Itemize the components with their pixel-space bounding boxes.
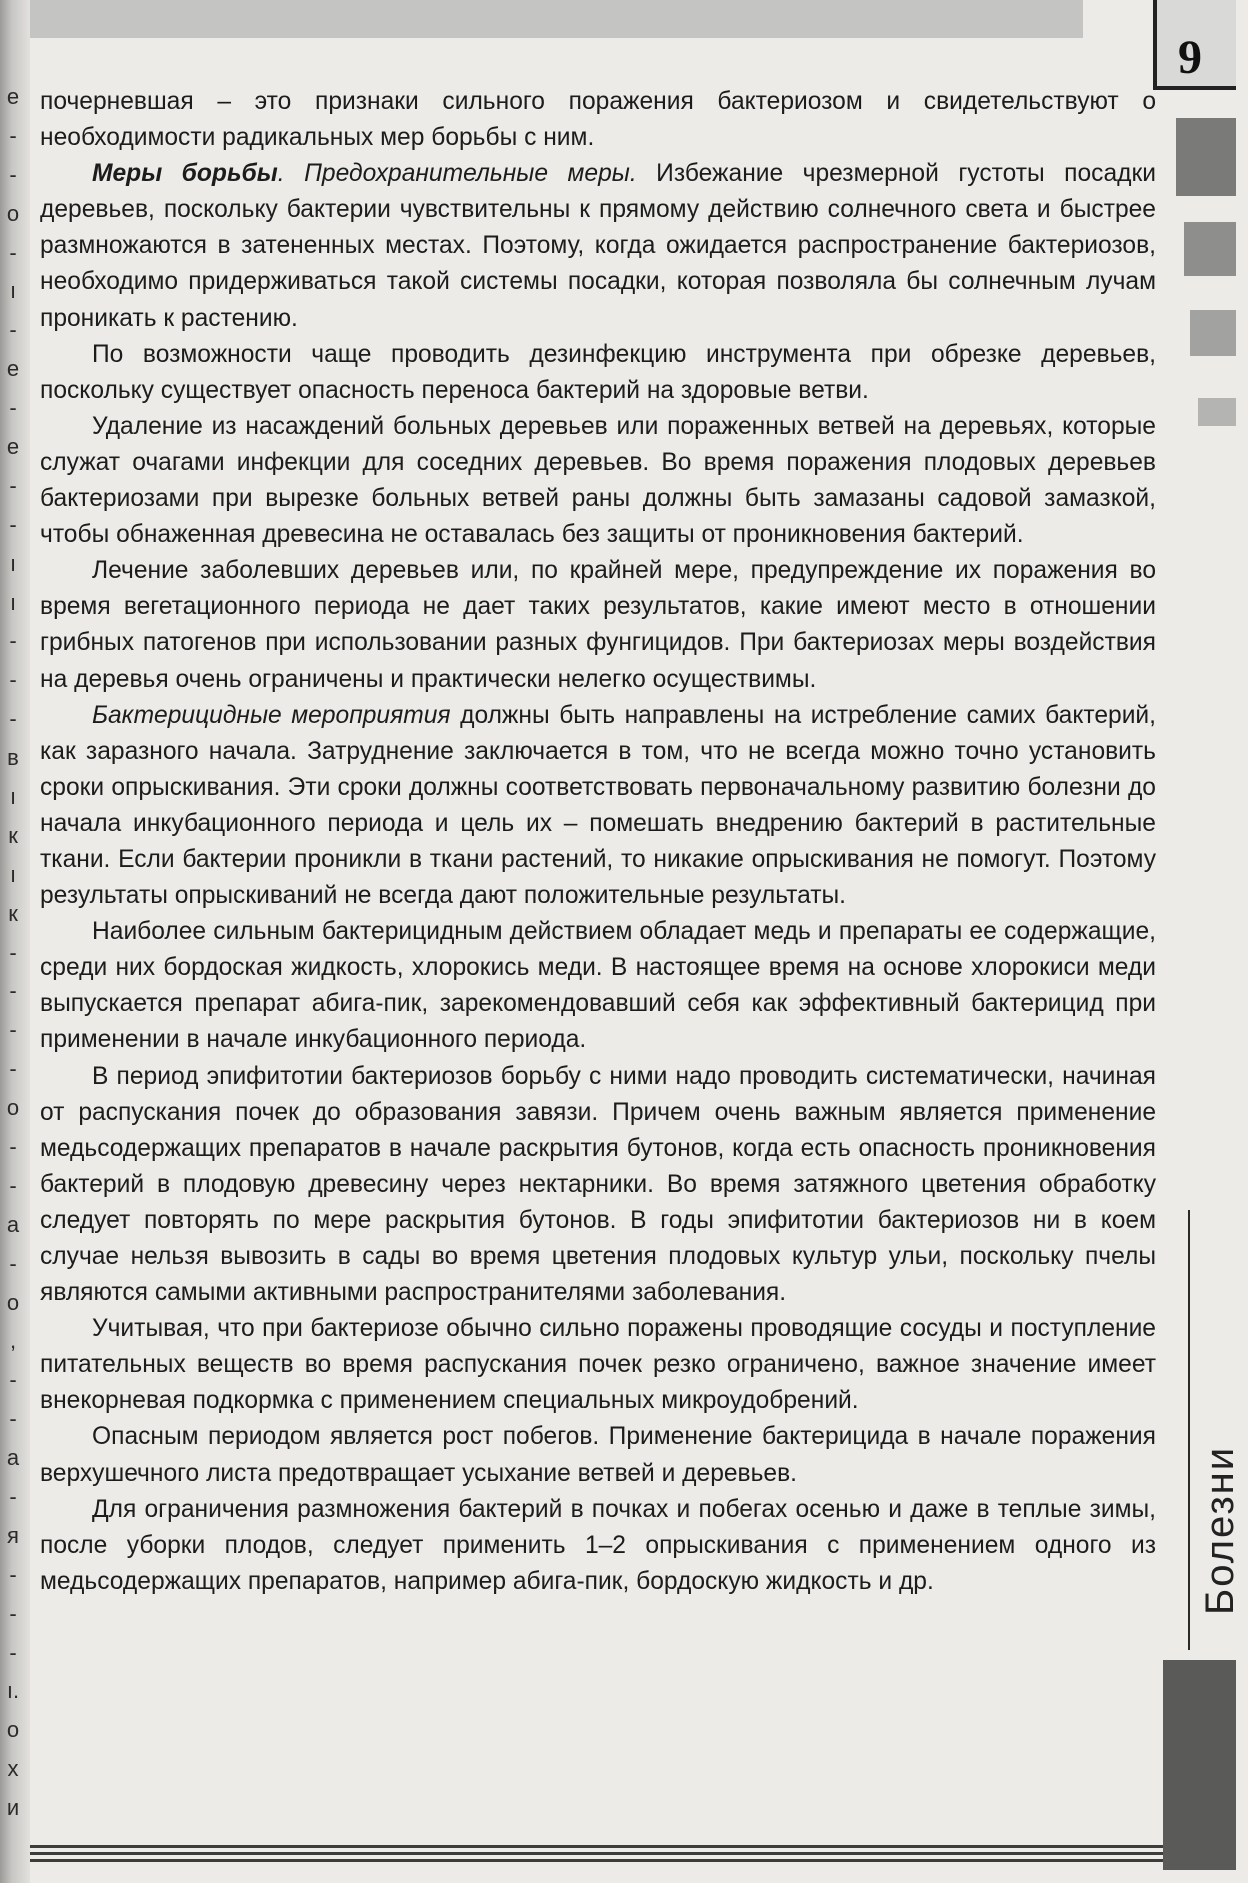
gutter-glyph: -: [9, 511, 17, 537]
paragraph: [40, 1492, 1156, 1600]
gutter-glyph: а: [6, 1445, 20, 1471]
paragraph: [40, 1059, 1156, 1312]
paragraph-text: По возможности чаще проводить дезинфекцию инструмента при обрезке деревьев, поскольку существует опасность переноса бактерий на здоровые ветви.: [40, 340, 1156, 404]
gutter-glyph: к: [8, 822, 18, 848]
paragraph-text: Лечение заболевших деревьев или, по крайней мере, предупреждение их поражения во время вегетационного периода не дает таких результатов, какие имеют место в отношении грибных патогенов при использовании разных фунгицидов. При бактериозах меры воздействия на деревья очень ограничены и практически нелегко осуществимы.: [40, 557, 1156, 693]
heading-measures: Меры борьбы: [92, 160, 278, 188]
gutter-glyph: х: [7, 1756, 19, 1782]
gutter-glyph: ,: [9, 1328, 17, 1354]
subheading-bactericidal: Бактерицидные мероприятия: [92, 701, 451, 729]
paragraph-text: Учитывая, что при бактериозе обычно сильно поражены проводящие сосуды и поступление питательных веществ во время распускания почек резко ограничено, важное значение имеет внекорневая подкормка с применением специальных микроудобрений.: [40, 1315, 1156, 1415]
gutter-glyph: -: [9, 1056, 17, 1082]
gutter-glyph: ı: [9, 861, 17, 887]
paragraph-text: должны быть направлены на истребление самих бактерий, как заразного начала. Затруднение заключается в том, что не всегда можно точно установить сроки опрыскивания. Эти сроки должны соответствовать первоначальному развитию болезни до начала инкубационного периода и цель их – помешать внедрению бактерий в растительные ткани. Если бактерии проникли в ткани растений, то никакие опрыскивания не помогут. Поэтому результаты опрыскиваний не всегда дают положительные результаты.: [40, 701, 1157, 910]
gutter-glyph: -: [9, 1639, 17, 1665]
gutter-glyph: о: [6, 1095, 20, 1121]
gutter-glyph: о: [6, 200, 20, 226]
gutter-glyph: а: [6, 1211, 20, 1237]
paragraph-text: Удаление из насаждений больных деревьев или пораженных ветвей на деревьях, которые служат очагами инфекции для соседних деревьев. Во время поражения плодовых деревьев бактериозами при вырезке больных ветвей раны должны быть замазаны садовой замазкой, чтобы обнаженная древесина не оставалась без защиты от проникновения бактерий.: [40, 412, 1156, 549]
section-tab-label: Болезни: [1198, 1445, 1242, 1615]
footer-rule: [30, 1852, 1163, 1855]
paragraph: [40, 698, 1156, 915]
side-marker-square: [1176, 118, 1236, 196]
gutter-glyph: -: [9, 1600, 17, 1626]
gutter-glyph: ı: [9, 784, 17, 809]
paragraph: [40, 553, 1156, 697]
gutter-glyph: -: [9, 1561, 17, 1587]
paragraph-text: Опасным периодом является рост побегов. Применение бактерицида в начале поражения верхушечного листа предотвращает усыхание ветвей и деревьев.: [40, 1423, 1156, 1487]
section-tab-block: [1163, 1660, 1236, 1870]
gutter-glyph: -: [9, 395, 17, 421]
side-marker-square: [1190, 310, 1236, 356]
gutter-glyph: -: [9, 239, 17, 265]
gutter-glyph: -: [9, 1406, 17, 1432]
gutter-glyph: -: [9, 1134, 17, 1159]
paragraph-text: Наиболее сильным бактерицидным действием обладает медь и препараты ее содержащие, среди них бордоская жидкость, хлорокись меди. В настоящее время на основе хлорокиси меди выпускается препарат абига-пик, зарекомендовавший себя как эффективный бактерицид при применении в начале инкубационного периода.: [40, 918, 1156, 1054]
paragraph-text: В период эпифитотии бактериозов борьбу с ними надо проводить систематически, начиная от распускания почек до образования завязи. Причем очень важным является применение медьсодержащих препаратов в начале раскрытия бутонов, когда есть опасность проникновения бактерий в плодовую древесину через нектарники. Во время затяжного цветения обработку следует повторять по мере раскрытия бутонов. В годы эпифитотии бактериозов ни в коем случае нельзя вывозить в сады во время цветения плодовых культур ульи, поскольку пчелы являются самыми активными распространителями заболевания.: [40, 1062, 1156, 1307]
gutter-glyph: -: [9, 706, 17, 732]
page-number: 9: [1178, 31, 1202, 84]
gutter-glyph: к: [8, 900, 18, 926]
gutter-glyph: и: [6, 1795, 20, 1821]
subheading-preventive: . Предохранительные меры.: [277, 160, 637, 188]
gutter-glyph: -: [9, 472, 17, 498]
gutter-glyph: ı: [9, 550, 17, 576]
footer-rule: [30, 1845, 1163, 1848]
paragraph: [40, 914, 1156, 1058]
gutter-glyph: -: [9, 1367, 17, 1393]
gutter-glyph: е: [6, 84, 20, 109]
paragraph-text: Избежание чрезмерной густоты посадки деревьев, поскольку бактерии чувствительны к прямому действию солнечного света и быстрее размножаются в затененных местах. Поэтому, когда ожидается распространение бактериозов, необходимо придерживаться такой системы посадки, которая позволяла бы солнечным лучам проникать к растению.: [40, 160, 1156, 332]
gutter-glyph: -: [9, 161, 17, 187]
gutter-glyph: -: [9, 667, 17, 693]
paragraph: [40, 84, 1156, 156]
gutter-glyph: о: [6, 1717, 20, 1743]
gutter-glyph: е: [6, 434, 20, 459]
paragraph: [40, 409, 1156, 553]
gutter-glyph: -: [9, 1172, 17, 1198]
gutter-glyph: о: [6, 1289, 20, 1315]
header-bar: [30, 0, 1083, 38]
gutter-glyph: е: [6, 356, 20, 382]
paragraph-text: Для ограничения размножения бактерий в почках и побегах осенью и даже в теплые зимы, после уборки плодов, следует применить 1–2 опрыскивания с применением одного из медьсодержащих препаратов, например абига-пик, бордоскую жидкость и др.: [40, 1495, 1156, 1595]
article-body: [40, 84, 1156, 1600]
footer-rule: [30, 1859, 1163, 1862]
gutter-glyph: -: [9, 317, 17, 343]
gutter-glyph: -: [9, 939, 17, 965]
gutter-glyph: ı: [9, 278, 17, 304]
gutter-glyph: -: [9, 978, 17, 1004]
gutter-glyph: я: [7, 1522, 19, 1548]
gutter-glyph: -: [9, 628, 17, 654]
paragraph: [40, 1419, 1156, 1491]
section-tab-rule: [1188, 1210, 1190, 1650]
side-marker-square: [1198, 398, 1236, 426]
side-marker-square: [1184, 222, 1236, 276]
paragraph: [40, 156, 1156, 336]
paragraph: [40, 1311, 1156, 1419]
gutter-glyph: -: [9, 1250, 17, 1276]
gutter-glyph: ı.: [6, 1678, 20, 1704]
gutter-glyph: -: [9, 1484, 17, 1509]
gutter-glyph: ı: [9, 589, 17, 615]
gutter-glyph: -: [9, 1017, 17, 1043]
gutter-glyph: -: [9, 122, 17, 148]
paragraph: [40, 337, 1156, 409]
gutter-glyph: в: [7, 745, 19, 771]
paragraph-text: почерневшая – это признаки сильного поражения бактериозом и свидетельствуют о необходимости радикальных мер борьбы с ним.: [40, 88, 1156, 152]
